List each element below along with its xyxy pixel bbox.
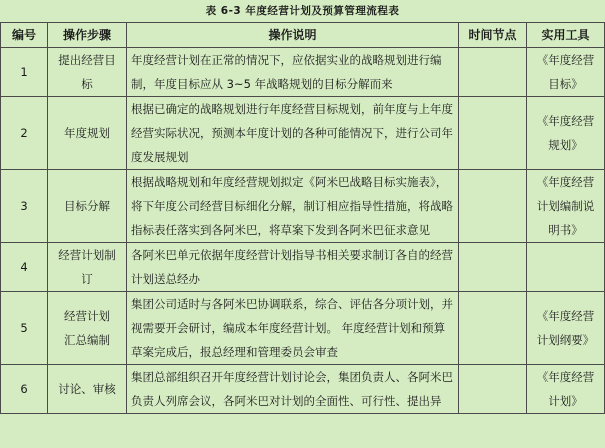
row-desc: 集团总部组织召开年度经营计划讨论会，集团负责人、各阿米巴负责人列席会议，各阿米巴对计划的全面性、可行性、提出异: [127, 365, 459, 414]
header-step: 操作步骤: [48, 23, 127, 48]
row-step: 年度规划: [48, 97, 127, 170]
row-step: 经营计划制订: [48, 243, 127, 292]
row-time: [459, 243, 527, 292]
row-time: [459, 365, 527, 414]
table-row: [1, 170, 605, 243]
row-tool: 《年度经营计划编制说明书》: [527, 170, 605, 243]
header-tool: 实用工具: [527, 23, 605, 48]
row-tool: 《年度经营规划》: [527, 97, 605, 170]
row-desc: 根据战略规划和年度经营规划拟定《阿米巴战略目标实施表》，将下年度公司经营目标细化分解，制订相应指导性措施，将战略指标表任落实到各阿米巴，将草案下发到各阿米巴征求意见: [127, 170, 459, 243]
table-row: [1, 365, 605, 414]
row-time: [459, 97, 527, 170]
header-row: [1, 23, 605, 48]
row-time: [459, 292, 527, 365]
row-num: 4: [1, 243, 48, 292]
row-time: [459, 48, 527, 97]
table-title: 表 6-3 年度经营计划及预算管理流程表: [205, 5, 400, 17]
header-num: 编号: [1, 23, 48, 48]
table-row: [1, 243, 605, 292]
row-tool: 《年度经营目标》: [527, 48, 605, 97]
header-desc: 操作说明: [127, 23, 459, 48]
row-step: 讨论、审核: [48, 365, 127, 414]
row-num: 3: [1, 170, 48, 243]
row-desc: 各阿米巴单元依据年度经营计划指导书相关要求制订各自的经营计划送总经办: [127, 243, 459, 292]
row-time: [459, 170, 527, 243]
row-num: 2: [1, 97, 48, 170]
row-desc: 根据已确定的战略规划进行年度经营目标规划，前年度与上年度经营实际状况，预测本年度计划的各种可能情况下，进行公司年度发展规划: [127, 97, 459, 170]
row-step: 经营计划汇总编制: [48, 292, 127, 365]
row-tool: 《年度经营计划纲要》: [527, 292, 605, 365]
row-tool: 《年度经营计划》: [527, 365, 605, 414]
row-num: 5: [1, 292, 48, 365]
table-row: [1, 97, 605, 170]
row-tool: [527, 243, 605, 292]
process-table: [0, 22, 605, 414]
row-desc: 集团公司适时与各阿米巴协调联系，综合、评估各分项计划，并视需要开会研讨，编成本年度经营计划。 年度经营计划和预算草案完成后，报总经理和管理委员会审查: [127, 292, 459, 365]
header-time: 时间节点: [459, 23, 527, 48]
row-desc: 年度经营计划在正常的情况下，应依据实业的战略规划进行编制，年度目标应从 3~5 年战略规划的目标分解而来: [127, 48, 459, 97]
row-num: 1: [1, 48, 48, 97]
table-row: [1, 292, 605, 365]
row-step: 目标分解: [48, 170, 127, 243]
row-num: 6: [1, 365, 48, 414]
table-row: [1, 48, 605, 97]
row-step: 提出经营目标: [48, 48, 127, 97]
